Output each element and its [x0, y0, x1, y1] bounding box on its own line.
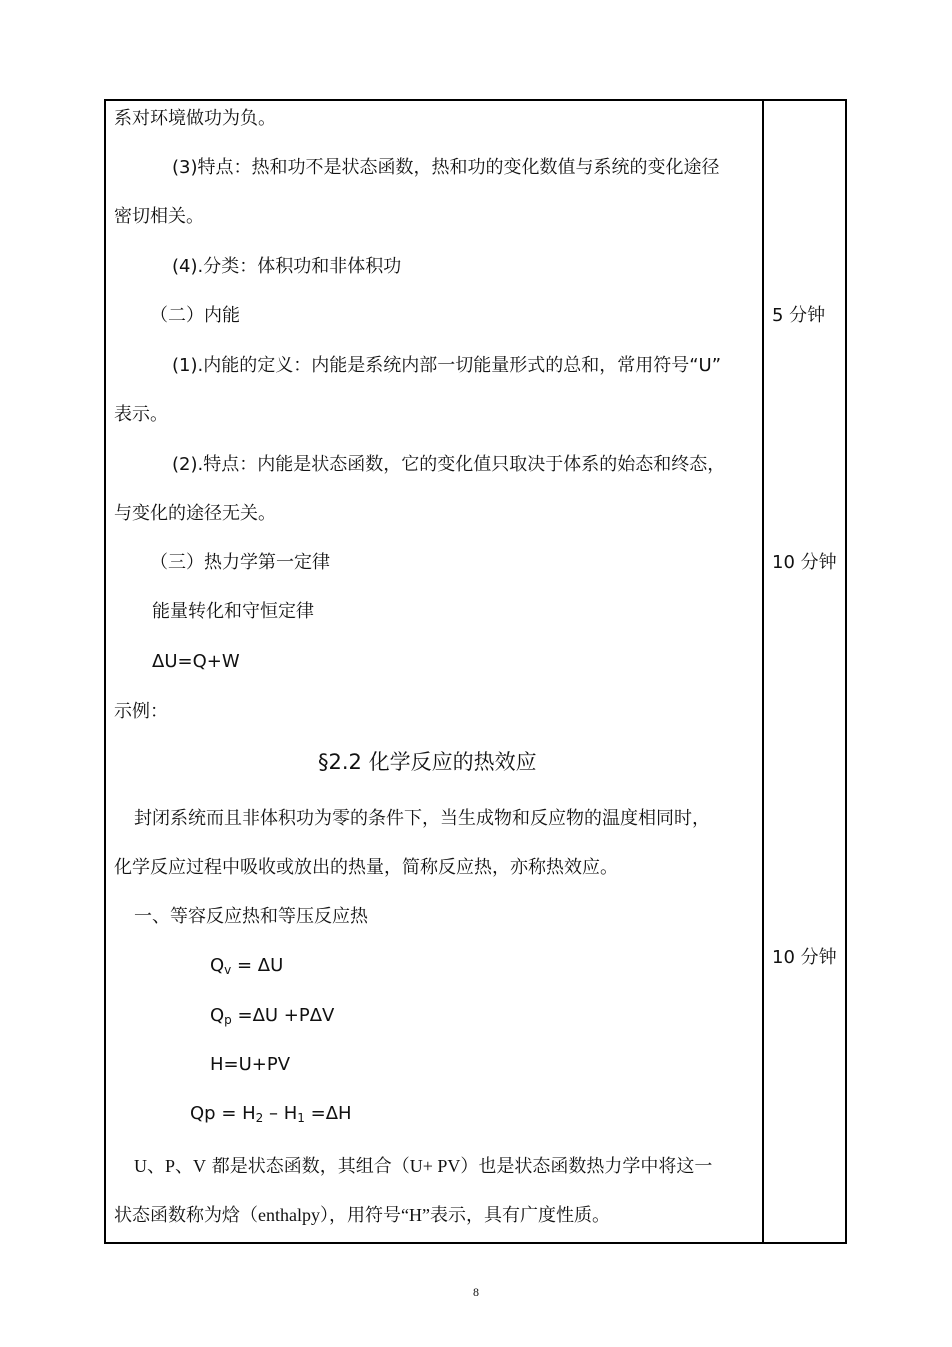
formula-qv: $Q_v = \Delta U$: [210, 955, 284, 977]
text-line: 能量转化和守恒定律: [152, 601, 314, 622]
text-line: (2).特点：内能是状态函数，它的变化值只取决于体系的始态和终态，: [172, 454, 726, 475]
time-label: 10 分钟: [772, 947, 837, 968]
text-line: 状态函数称为焓（enthalpy），用符号“H”表示，具有广度性质。: [114, 1205, 610, 1226]
text-line: 系对环境做功为负。: [114, 108, 276, 129]
text-line: (4).分类：体积功和非体积功: [172, 256, 402, 277]
time-label: 10 分钟: [772, 552, 837, 573]
text-line: 封闭系统而且非体积功为零的条件下，当生成物和反应物的温度相同时，: [134, 808, 710, 829]
formula-delta-h: $Qp = H_2 - H_1 =\Delta H$: [190, 1103, 352, 1125]
time-label: 5 分钟: [772, 305, 826, 326]
text-line: (1).内能的定义：内能是系统内部一切能量形式的总和，常用符号“U”: [172, 355, 722, 376]
text-line: 表示。: [114, 404, 168, 425]
subheading: （三）热力学第一定律: [150, 552, 330, 573]
section-title: §2.2 化学反应的热效应: [318, 750, 537, 774]
subheading: 一、等容反应热和等压反应热: [134, 906, 368, 927]
formula-qp: $Q_p =\Delta U +P\Delta V$: [210, 1005, 335, 1027]
subheading: （二）内能: [150, 305, 240, 326]
formula-enthalpy: H=U+PV: [210, 1054, 291, 1075]
text-line: 化学反应过程中吸收或放出的热量，简称反应热，亦称热效应。: [114, 857, 618, 878]
text-line: U、P、V 都是状态函数，其组合（U+ PV）也是状态函数热力学中将这一: [134, 1156, 713, 1177]
text-line: 密切相关。: [114, 206, 204, 227]
text-line: (3)特点：热和功不是状态函数，热和功的变化数值与系统的变化途径: [172, 157, 720, 178]
formula: ΔU=Q+W: [152, 651, 240, 672]
text-line: 与变化的途径无关。: [114, 503, 276, 524]
text-line: 示例：: [114, 701, 168, 722]
page-number: 8: [473, 1285, 479, 1299]
column-divider: [762, 99, 764, 1244]
